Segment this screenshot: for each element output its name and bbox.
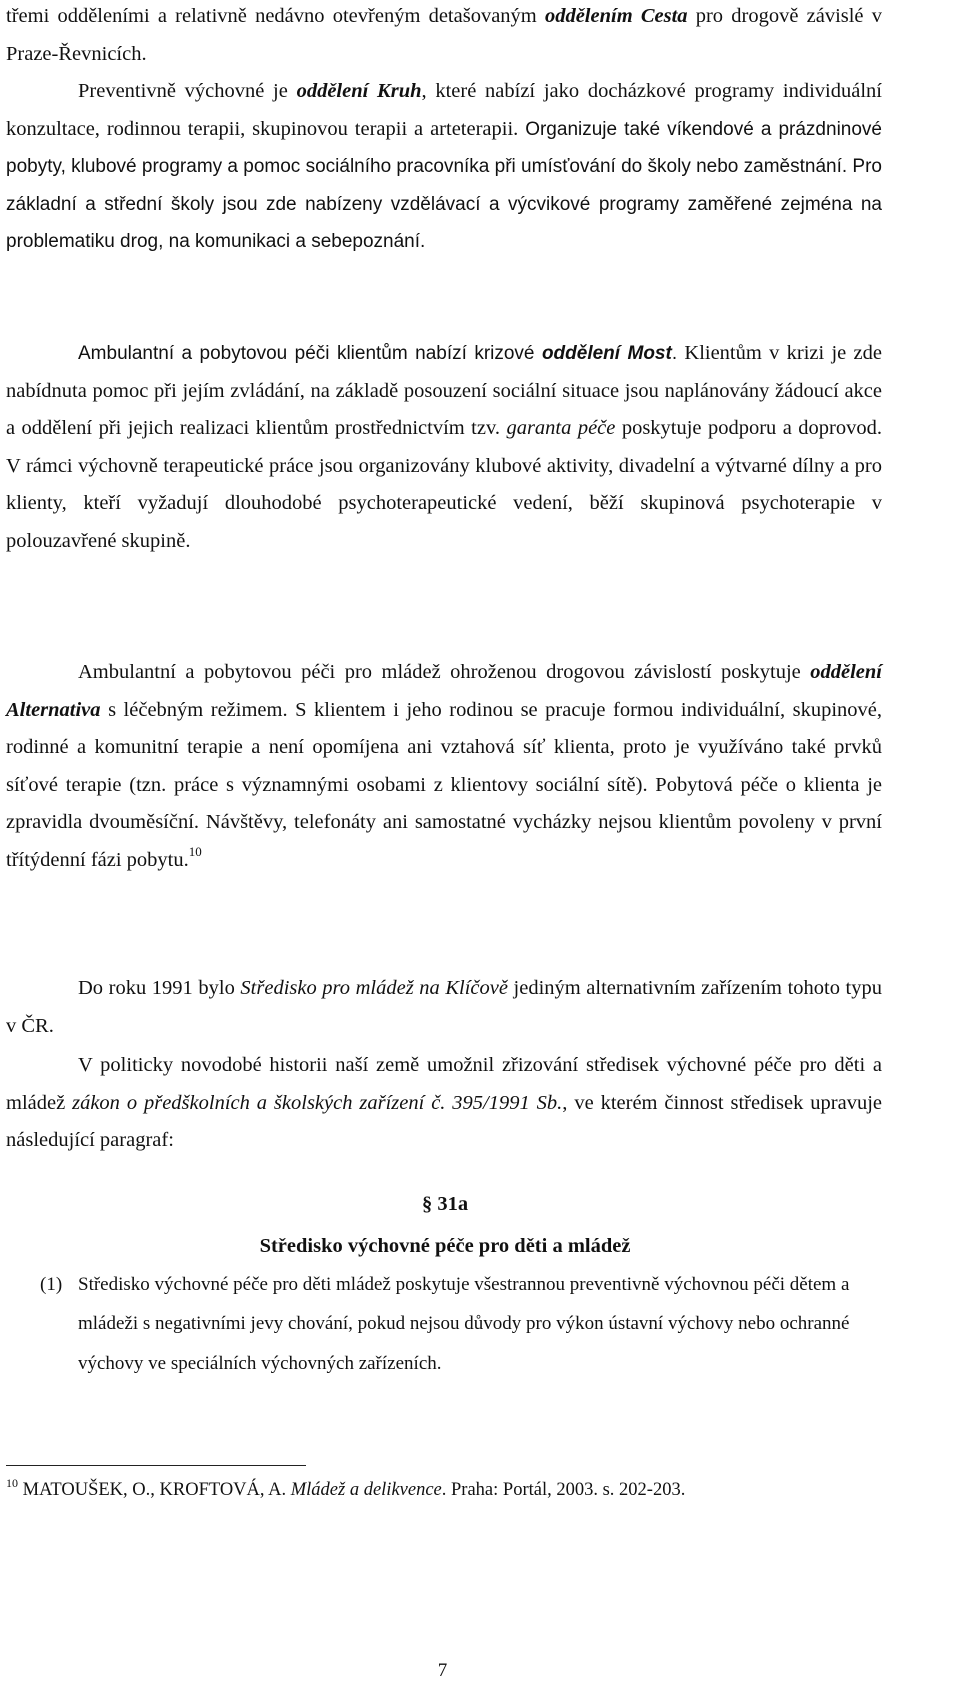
section-heading: § 31a [421,1193,469,1215]
list-item-number: (1) [40,1274,63,1295]
paragraph-most: Ambulantní a pobytovou péči klientům nabízí krizové oddělení Most. Klientům v krizi je zde nabídnuta pomoc při jejím zvládání, na základě posouzení sociální situace jsou naplánovány žádoucí akce a oddělení při jejich realizaci klientům prostřednictvím tzv. garanta péče poskytuje podporu a doprovod. V rámci výchovně terapeutické práce jsou organizovány klubové aktivity, divadelní a výtvarné dílny a pro klienty, kteří vyžadují dlouhodobé psychoterapeutické vedení, běží skupinová psychoterapie v polouzavřené skupině. [6,342,882,552]
paragraph-cesta: třemi odděleními a relativně nedávno otevřeným detašovaným oddělením Cesta pro drogově závislé v Praze-Řevnicích. [6,5,882,65]
paragraph-zakon: V politicky novodobé historii naší země umožnil zřizování středisek výchovné péče pro děti a mládež zákon o předškolních a školských zařízení č. 395/1991 Sb., ve kterém činnost středisek upravuje následující paragraf: [6,1054,882,1152]
list-item-text: Středisko výchovné péče pro děti mládež poskytuje všestrannou preventivně výchovnou péči dětem a mládeži s negativními jevy chování, pokud nejsou důvody pro výkon ústavní výchovy nebo ochranné výchovy ve speciálních výchovných zařízeních. [78,1274,850,1374]
footnote-authors: MATOUŠEK, O., KROFTOVÁ, A. [22,1480,287,1500]
page-number: 7 [437,1660,448,1681]
paragraph-kruh: Preventivně výchovné je oddělení Kruh, které nabízí jako docházkové programy individuální konzultace, rodinnou terapii, skupinovou terapii a arteterapii. Organizuje také víkendové a prázdninové pobyty, klubové programy a pomoc sociálního pracovníka při umísťování do školy nebo zaměstnání. Pro základní a střední školy jsou zde nabízeny vzdělávací a výcvikové programy zaměřené zejména na problematiku drog, na komunikaci a sebepoznání. [6,80,882,253]
footnote-divider [6,1465,306,1466]
footnote [6,1478,906,1502]
paragraph-klicov: Do roku 1991 bylo Středisko pro mládež na Klíčově jediným alternativním zařízením tohoto typu v ČR. [6,977,882,1037]
section-subheading: Středisko výchovné péče pro děti a mládež [259,1235,631,1257]
footnote-rest: . Praha: Portál, 2003. s. 202-203. [441,1480,686,1500]
paragraph-alternativa: Ambulantní a pobytovou péči pro mládež ohroženou drogovou závislostí poskytuje oddělení Alternativa s léčebným režimem. S klientem i jeho rodinou se pracuje formou individuální, skupinové, rodinné a komunitní terapie a není opomíjena ani vztahová síť klienta, proto je využíváno také prvků síťové terapie (tzn. práce s významnými osobami z klientovy sociální sítě). Pobytová péče o klienta je zpravidla dvouměsíční. Návštěvy, telefonáty ani samostatné vycházky nejsou klientům povoleny v první třítýdenní fázi pobytu.$^{10}$ [6,661,882,871]
footnote-title: Mládež a delikvence [290,1480,442,1500]
footnote-number: 10 [6,1476,18,1490]
